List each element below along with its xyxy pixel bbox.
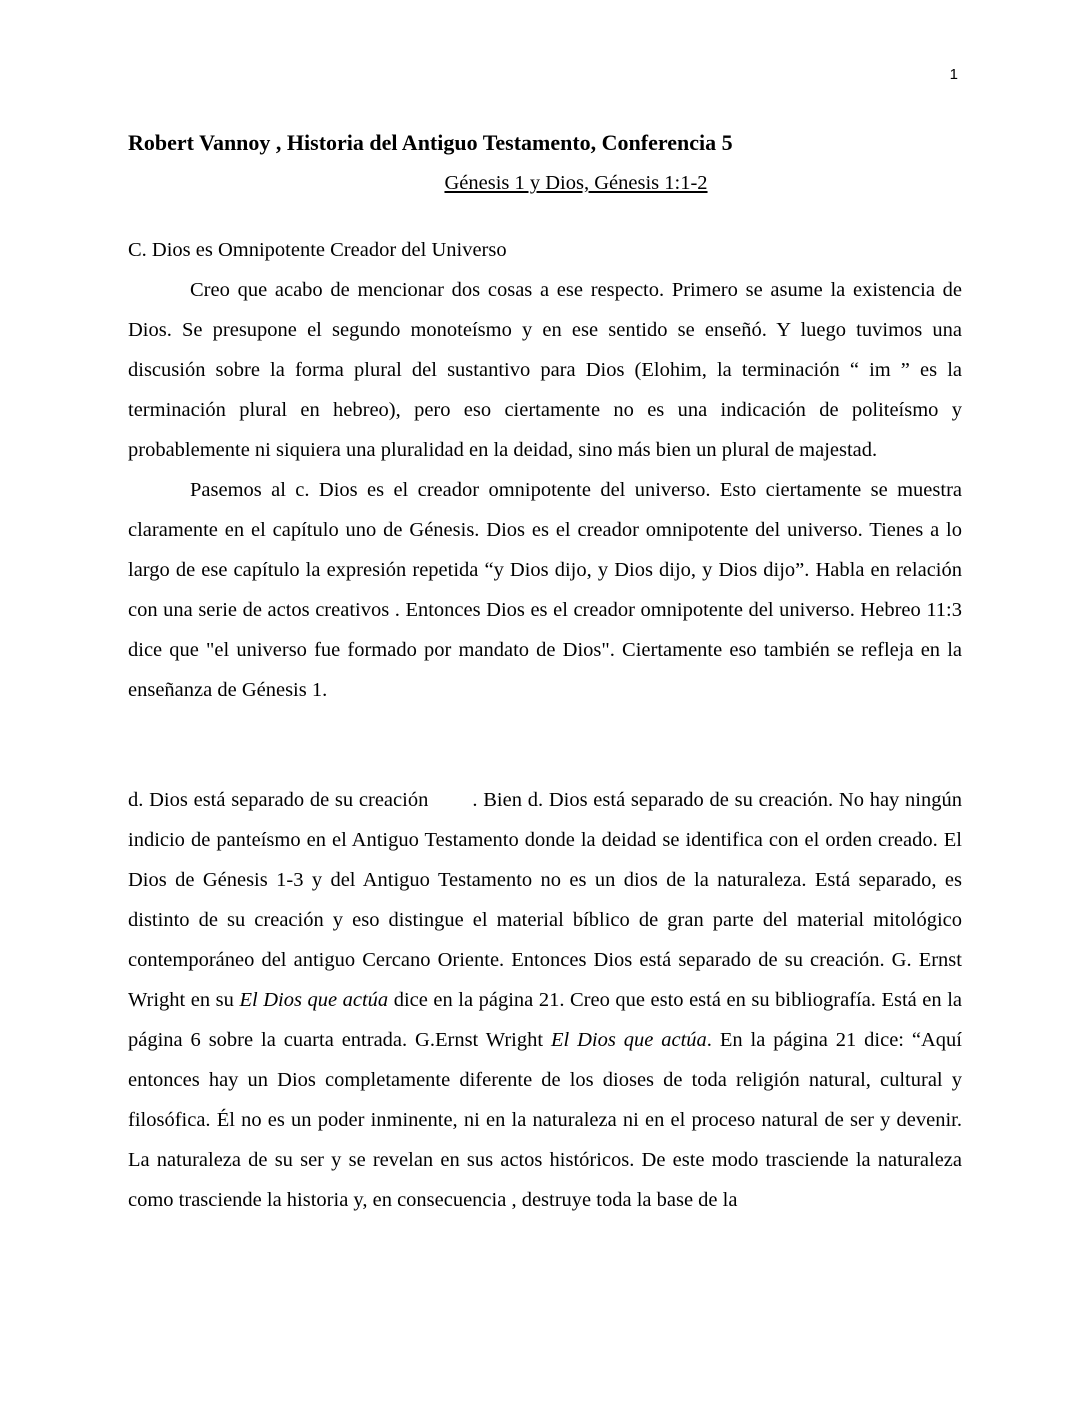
section-c: [128, 230, 962, 710]
document-subtitle: Génesis 1 y Dios, Génesis 1:1-2: [444, 172, 708, 194]
section-c-heading: C. Dios es Omnipotente Creador del Universo: [128, 239, 507, 261]
section-d-text-2: dice en la página 21. Creo que esto está en su bibliografía. Está en la página 6 sobre la cuarta entrada. G.Ernst Wright: [128, 989, 962, 1051]
section-d-text-3: . En la página 21 dice: “Aquí entonces hay un Dios completamente diferente de los dioses de toda religión natural, cultural y filosófica. Él no es un poder inminente, ni en la naturaleza ni en el proceso natural de ser y devenir. La naturaleza de su ser y se revelan en sus actos históricos. De este modo trasciende la naturaleza como trasciende la historia y, en consecuencia , destruye toda la base de la: [128, 1029, 963, 1211]
section-c-paragraph-1: Creo que acabo de mencionar dos cosas a ese respecto. Primero se asume la existencia de Dios. Se presupone el segundo monoteísmo y en ese sentido se enseñó. Y luego tuvimos una discusión sobre la forma plural del sustantivo para Dios (Elohim, la terminación “ im ” es la terminación plural en hebreo), pero eso ciertamente no es una indicación de politeísmo y probablemente ni siquiera una pluralidad en la deidad, sino más bien un plural de majestad.: [128, 279, 962, 461]
section-d-paragraph: [128, 780, 962, 1220]
section-d-text-1: . Bien d. Dios está separado de su creación. No hay ningún indicio de panteísmo en el Antiguo Testamento donde la deidad se identifica con el orden creado. El Dios de Génesis 1-3 y del Antiguo Testamento no es un dios de la naturaleza. Está separado, es distinto de su creación y eso distingue el material bíblico de gran parte del material mitológico contemporáneo del antiguo Cercano Oriente. Entonces Dios está separado de su creación. G. Ernst Wright en su: [128, 789, 962, 1011]
page-number: 1: [949, 66, 958, 83]
section-c-paragraph-2: Pasemos al c. Dios es el creador omnipotente del universo. Esto ciertamente se muestra claramente en el capítulo uno de Génesis. Dios es el creador omnipotente del universo. Tienes a lo largo de ese capítulo la expresión repetida “y Dios dijo, y Dios dijo, y Dios dijo”. Habla en relación con una serie de actos creativos . Entonces Dios es el creador omnipotente del universo. Hebreo 11:3 dice que "el universo fue formado por mandato de Dios". Ciertamente eso también se refleja en la enseñanza de Génesis 1.: [128, 479, 962, 701]
book-title-italic-1: El Dios que actúa: [239, 989, 389, 1011]
document-title: Robert Vannoy , Historia del Antiguo Testamento, Conferencia 5: [128, 130, 733, 155]
book-title-italic-2: El Dios que actúa: [550, 1029, 707, 1051]
section-d-heading: d. Dios está separado de su creación: [128, 789, 429, 811]
section-d: [128, 780, 962, 1220]
